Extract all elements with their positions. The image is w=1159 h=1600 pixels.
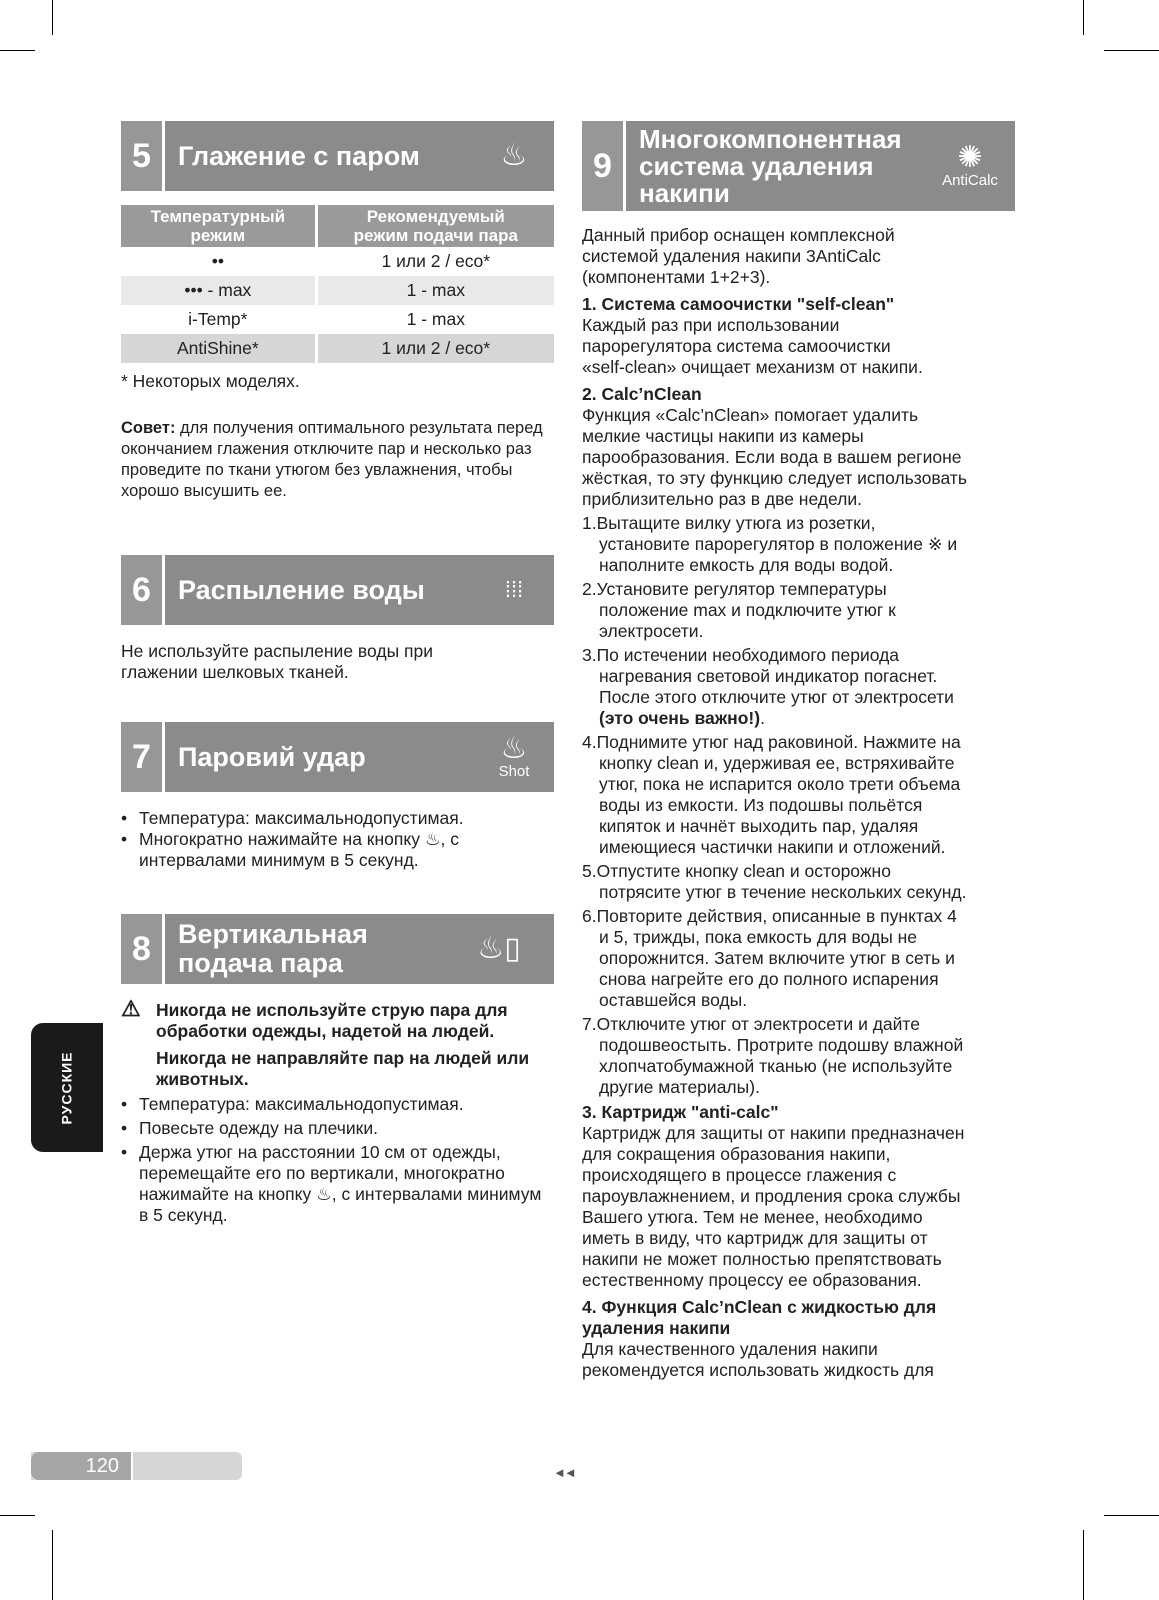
item-text: , с интервалами минимум в 5 секунд. — [139, 829, 459, 870]
step: 5.Отпустите кнопку clean и осторожно потрясите утюг в течение нескольких секунд. — [582, 861, 967, 902]
step: 2.Установите регулятор температуры положение max и подключите утюг к электросети. — [582, 579, 896, 641]
table-cell: 1 или 2 / eco* — [316, 334, 554, 363]
crop-mark — [0, 1515, 35, 1516]
table-row — [121, 305, 554, 334]
step-text: . — [760, 708, 765, 728]
table-cell: •• — [211, 251, 224, 271]
section-number: 7 — [121, 722, 165, 792]
step-text: 3.По истечении необходимого периода нагревания световой индикатор погаснет. После этого отключите утюг от электросети — [582, 645, 954, 707]
section-title: Глажение с паром — [178, 140, 420, 171]
section-7-header — [121, 722, 554, 792]
footnote: * Некоторых моделях. — [121, 371, 300, 391]
item-text: Держа утюг на расстоянии 10 см от одежды, перемещайте его по вертикали, многократно нажимайте на кнопку — [139, 1142, 505, 1204]
subheading: 4. Функция Calc’nClean с жидкостью для удаления накипи — [582, 1297, 937, 1338]
crop-mark — [52, 0, 53, 35]
icon-label: Shot — [498, 763, 530, 780]
crop-mark — [1104, 1515, 1159, 1516]
section-title: Распыление воды — [178, 574, 425, 605]
language-tab — [31, 1023, 103, 1152]
warning — [121, 996, 554, 1042]
item-text: Многократно нажимайте на кнопку — [139, 829, 425, 849]
table-cell: 1 - max — [316, 276, 554, 305]
list-item: • Температура: максимальнодопустимая. — [121, 1094, 554, 1115]
page-number-box — [31, 1452, 133, 1480]
table-row — [121, 276, 554, 305]
anticalc-icon: ✺ AntiCalc — [925, 143, 1015, 189]
subheading: 1. Система самоочистки "self-clean" — [582, 294, 895, 314]
table-header: Температурный режим — [121, 205, 316, 247]
list-item: • Повесьте одежду на плечики. — [121, 1118, 554, 1139]
page-number: 120 — [85, 1455, 119, 1477]
list-item — [121, 829, 554, 871]
step: 4.Поднимите утюг над раковиной. Нажмите на кнопку clean и, удерживая ее, встряхивайте утюг, пока не испарится около трети объема воды из емкости. Из подошвы польётся кипяток и начнёт выходить пар, удаляя имеющиеся частички накипи и отложений. — [582, 732, 961, 857]
tip-text: для получения оптимального результата перед окончанием глажения отключите пар и несколько раз проведите по ткани утюгом без увлажнения, чтобы хорошо высушить ее. — [121, 419, 543, 500]
crop-mark — [1083, 0, 1084, 35]
step: 7.Отключите утюг от электросети и дайте подошвеостыть. Протрите подошву влажной хлопчатобумажной тканью (не используйте другие материалы). — [582, 1014, 964, 1097]
subheading: 2. Calc’nClean — [582, 384, 702, 404]
list-item: • Температура: максимальнодопустимая. — [121, 808, 554, 829]
left-column — [121, 121, 554, 502]
section-number: 6 — [121, 555, 165, 625]
section-5-header — [121, 121, 554, 191]
no-steam-icon: ※ — [927, 534, 943, 554]
crop-mark — [1083, 1530, 1084, 1600]
section-number: 8 — [121, 914, 165, 984]
paragraph: Каждый раз при использовании парорегулятора система самоочистки «self-clean» очищает механизм от накипи. — [582, 315, 923, 377]
table-cell: i-Temp* — [188, 309, 248, 329]
table-cell: 1 - max — [316, 305, 554, 334]
spray-icon: ⁞⁞⁞ — [504, 577, 524, 602]
steam-icon: ♨ — [500, 139, 528, 172]
section-title: Многокомпонентная система удаления накипи — [639, 123, 902, 208]
crop-mark — [52, 1530, 53, 1600]
icon-label: AntiCalc — [942, 172, 998, 189]
section-9-header — [582, 121, 1015, 211]
table-cell: 1 или 2 / eco* — [316, 247, 554, 276]
intro-text: Данный прибор оснащен комплексной системой удаления накипи 3AntiCalc (компонентами 1+2+3). — [582, 225, 895, 287]
paragraph: Функция «Calc’nClean» помогает удалить мелкие частицы накипи из камеры парообразования. Если вода в вашем регионе жёсткая, то эту функцию следует использовать приблизительно раз в две недели. — [582, 405, 967, 509]
steam-shot-icon: ♨ Shot — [474, 734, 554, 780]
vertical-steam-icon: ♨▯ — [477, 932, 521, 965]
table-cell: ••• - max — [121, 276, 316, 305]
table-cell: AntiShine* — [121, 334, 316, 363]
section-9 — [582, 121, 1015, 1381]
section-6-header — [121, 555, 554, 625]
section-number: 5 — [121, 121, 165, 191]
steam-button-icon: ♨ — [424, 829, 441, 849]
crop-mark — [0, 50, 35, 51]
tip — [121, 418, 554, 502]
section-title: Паровий удар — [178, 741, 366, 772]
warning-text: Никогда не используйте струю пара для обработки одежды, надетой на людей. — [156, 1000, 508, 1041]
table-row — [121, 334, 554, 363]
step — [582, 645, 1015, 729]
subheading: 3. Картридж "anti-calc" — [582, 1102, 779, 1122]
section-text: Не используйте распыление воды при глажении шелковых тканей. — [121, 641, 434, 682]
table-header: Рекомендуемый режим подачи пара — [316, 205, 554, 247]
language-label: РУССКИЕ — [59, 1050, 75, 1125]
step-emphasis: (это очень важно!) — [599, 708, 761, 728]
warning-text: Никогда не направляйте пар на людей или животных. — [156, 1048, 530, 1089]
section-7 — [121, 722, 554, 871]
section-number: 9 — [582, 121, 626, 211]
warning — [121, 1048, 554, 1090]
paragraph: Для качественного удаления накипи рекомендуется использовать жидкость для — [582, 1339, 934, 1380]
warning-icon: ⚠ — [121, 996, 141, 1021]
list-item — [121, 1142, 554, 1226]
section-8-header — [121, 914, 554, 984]
paragraph: Картридж для защиты от накипи предназначен для сокращения образования накипи, происходящего в процессе глажения с пароувлажнением, и продления срока службы Вашего утюга. Тем не менее, необходимо иметь в виду, что картридж для защиты от накипи не может полностью препятствовать естественному процессу ее образования. — [582, 1123, 965, 1290]
crop-mark — [1104, 50, 1159, 51]
step-text: и наполните емкость для воды водой. — [599, 534, 958, 575]
table-row — [121, 247, 554, 276]
step-text: 1.Вытащите вилку утюга из розетки, установите парорегулятор в положение — [582, 513, 923, 554]
prev-page-icon[interactable]: ◄◄ — [553, 1465, 575, 1480]
section-title: Вертикальная подача пара — [178, 919, 368, 978]
steam-button-icon: ♨ — [316, 1184, 332, 1204]
item-text: , с интервалами минимум в 5 секунд. — [139, 1184, 542, 1225]
tip-label: Совет: — [121, 419, 176, 437]
step — [582, 513, 1015, 576]
section-8 — [121, 914, 554, 1226]
section-6 — [121, 555, 554, 683]
step: 6.Повторите действия, описанные в пунктах 4 и 5, трижды, пока емкость для воды не опорожнится. Затем включите утюг в сеть и снова нагрейте его до полного испарения оставшейся воды. — [582, 906, 957, 1010]
steam-settings-table — [121, 205, 554, 363]
